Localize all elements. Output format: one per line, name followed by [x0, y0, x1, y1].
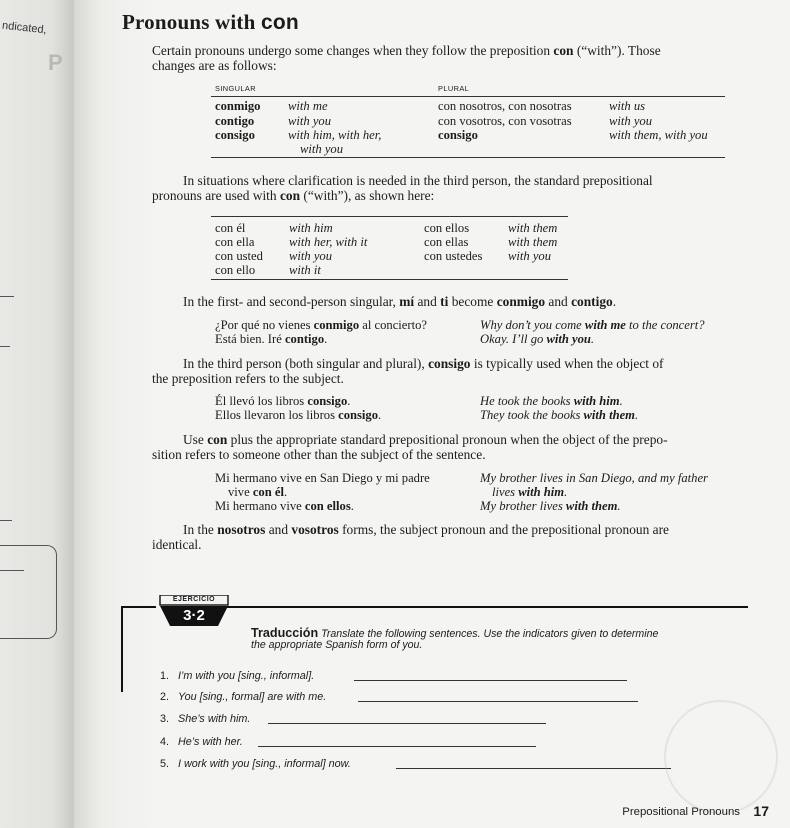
left-facing-page — [0, 0, 74, 828]
exercise-left-rule — [121, 606, 123, 692]
exercise-answer-line-3[interactable] — [268, 723, 546, 724]
example4-spanish: Ellos llevaron los libros consigo. — [215, 408, 382, 422]
example2-english: Okay. I’ll go with you. — [480, 332, 595, 346]
exercise-badge-number: 3·2 — [183, 607, 205, 624]
table1-cell: consigo — [215, 128, 255, 142]
exercise-answer-line-4[interactable] — [258, 746, 536, 747]
table1-cell: contigo — [215, 114, 255, 128]
exercise-item-number: 3. — [160, 713, 170, 725]
table1-cell: con vosotros, con vosotras — [438, 114, 572, 128]
example6-spanish: Mi hermano vive con ellos. — [215, 499, 354, 513]
example6-english: My brother lives with them. — [480, 499, 621, 513]
example3-english: He took the books with him. — [480, 394, 623, 408]
exercise-answer-line-5[interactable] — [396, 768, 671, 769]
example4-english: They took the books with them. — [480, 408, 639, 422]
table2-cell: con ustedes — [424, 249, 483, 263]
table2-cell: with him — [289, 221, 333, 235]
table2-cell: with her, with it — [289, 235, 368, 249]
intro-line-2: changes are as follows: — [152, 58, 277, 73]
para3: In the first- and second-person singular, mí and ti become conmigo and contigo. — [183, 294, 617, 309]
table2-bottom-rule — [211, 279, 568, 280]
page-title: Pronouns with con — [122, 10, 299, 34]
table2-cell: con él — [215, 221, 246, 235]
example1-spanish: ¿Por qué no vienes conmigo al concierto? — [215, 318, 427, 332]
table1-bottom-rule — [211, 157, 725, 158]
exercise-item-prompt: You [sing., formal] are with me. — [178, 691, 327, 703]
table1-header-singular: SINGULAR — [215, 84, 256, 93]
example5-spanish: Mi hermano vive en San Diego y mi padre — [215, 471, 430, 485]
para5-line-1: Use con plus the appropriate standard prepositional pronoun when the object of the prepo- — [183, 432, 668, 447]
exercise-item-prompt: She’s with him. — [178, 713, 251, 725]
exercise-item-prompt: I’m with you [sing., informal]. — [178, 670, 315, 682]
exercise-answer-line-2[interactable] — [358, 701, 638, 702]
para4-line-1: In the third person (both singular and plural), consigo is typically used when the object of — [183, 356, 664, 371]
exercise-instruction-line-1: Traducción Translate the following sentences. Use the indicators given to determine — [251, 626, 659, 640]
table1-top-rule — [211, 96, 725, 97]
example2-spanish: Está bien. Iré contigo. — [215, 332, 328, 346]
table2-cell: with them — [508, 235, 558, 249]
left-page-rule — [0, 520, 12, 521]
left-page-rule — [0, 296, 14, 297]
table1-cell: con nosotros, con nosotras — [438, 99, 572, 113]
para6-line-2: identical. — [152, 537, 202, 552]
para5-line-2: sition refers to someone other than the subject of the sentence. — [152, 447, 486, 462]
table2-cell: with it — [289, 263, 321, 277]
table1-cell: with you — [609, 114, 653, 128]
table2-cell: con ellos — [424, 221, 470, 235]
table2-cell: con usted — [215, 249, 263, 263]
table1-cell: with us — [609, 99, 646, 113]
exercise-item-number: 2. — [160, 691, 170, 703]
exercise-instruction-line-2: the appropriate Spanish form of you. — [251, 639, 423, 651]
table2-cell: con ellas — [424, 235, 469, 249]
example5-english-cont: lives with him. — [492, 485, 568, 499]
left-page-rule — [0, 346, 10, 347]
left-page-margin-word: ndicated, — [1, 19, 48, 37]
exercise-item-number: 4. — [160, 736, 170, 748]
intro-line-1: Certain pronouns undergo some changes when they follow the preposition con (“with”). Those — [152, 43, 661, 58]
table1-cell: with them, with you — [609, 128, 708, 142]
table1-cell: conmigo — [215, 99, 261, 113]
exercise-answer-line-1[interactable] — [354, 680, 627, 681]
left-page-ghost-letter: P — [48, 50, 63, 75]
table1-cell: with me — [288, 99, 328, 113]
para2-line-2: pronouns are used with con (“with”), as shown here: — [152, 188, 435, 203]
para4-line-2: the preposition refers to the subject. — [152, 371, 344, 386]
exercise-badge-label: EJERCICIO — [172, 596, 216, 603]
table2-cell: con ella — [215, 235, 255, 249]
exercise-item-prompt: He’s with her. — [178, 736, 243, 748]
para6-line-1: In the nosotros and vosotros forms, the subject pronoun and the prepositional pronoun are — [183, 522, 669, 537]
book-page — [74, 0, 790, 828]
example5-english: My brother lives in San Diego, and my father — [480, 471, 708, 485]
table1-header-plural: PLURAL — [438, 84, 470, 93]
left-page-exercise-box — [0, 545, 57, 639]
para2-line-1: In situations where clarification is needed in the third person, the standard prepositional — [183, 173, 653, 188]
example3-spanish: Él llevó los libros consigo. — [215, 394, 351, 408]
table2-cell: con ello — [215, 263, 256, 277]
table1-cell: with you — [288, 114, 332, 128]
table1-cell: with him, with her, — [288, 128, 382, 142]
example5-spanish-cont: vive con él. — [228, 485, 288, 499]
exercise-item-number: 1. — [160, 670, 170, 682]
table2-cell: with them — [508, 221, 558, 235]
table1-cell: with you — [300, 142, 344, 156]
table2-top-rule — [211, 216, 568, 217]
table2-cell: with you — [289, 249, 333, 263]
running-footer: Prepositional Pronouns — [622, 806, 740, 818]
table1-cell: consigo — [438, 128, 478, 142]
page-number: 17 — [753, 803, 769, 819]
exercise-item-number: 5. — [160, 758, 170, 770]
table2-cell: with you — [508, 249, 552, 263]
example1-english: Why don’t you come with me to the concert? — [480, 318, 705, 332]
exercise-item-prompt: I work with you [sing., informal] now. — [178, 758, 351, 770]
watermark-seal — [664, 700, 778, 814]
